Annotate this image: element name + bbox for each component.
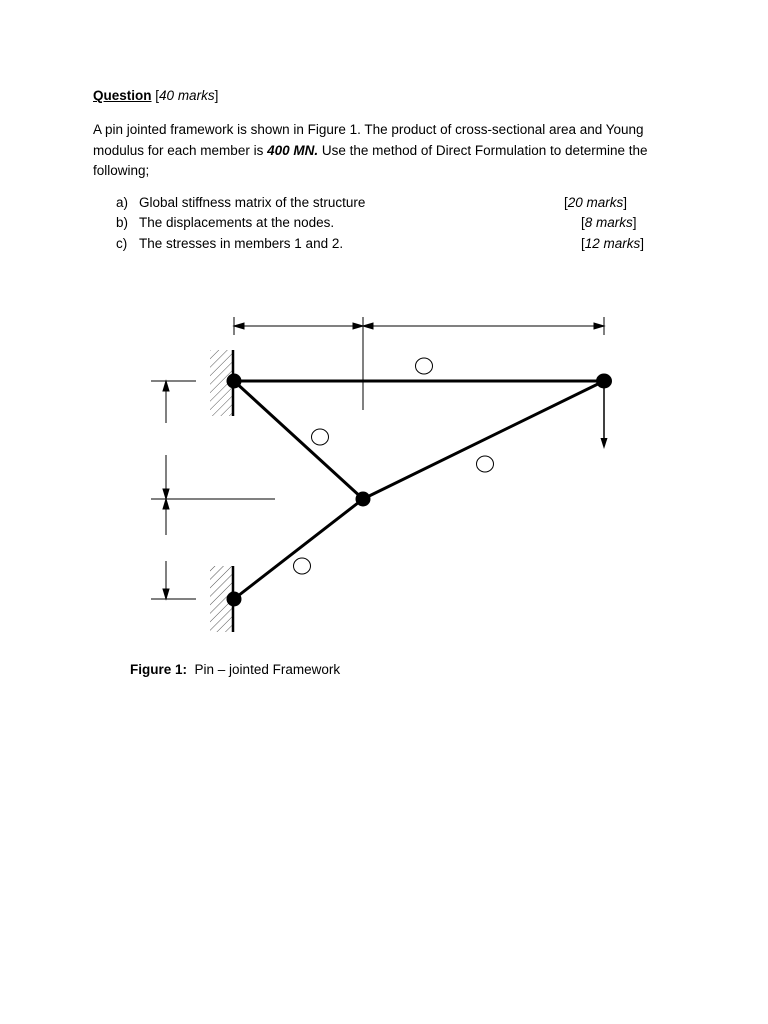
- member-long-diagonal: [363, 381, 604, 499]
- member-label-circle: [416, 358, 433, 374]
- member-upper-diagonal: [234, 381, 363, 499]
- member-number-circles: [294, 358, 494, 574]
- question-intro: A pin jointed framework is shown in Figure 1. The product of cross-sectional area and Young modulus for each member is 400 MN. Use the method of Direct Formulation to determine the following;: [93, 122, 648, 178]
- task-marks: [12 marks]: [581, 236, 645, 251]
- node-bottom-left: [227, 592, 242, 607]
- member-label-circle: [477, 456, 494, 472]
- node-top-left: [227, 374, 242, 389]
- member-lower-diagonal: [234, 499, 363, 599]
- figure-caption: [130, 662, 340, 677]
- member-label-circle: [312, 429, 329, 445]
- figure-caption-text: Pin – jointed Framework: [194, 662, 341, 677]
- framework-nodes: [227, 374, 613, 607]
- member-label-circle: [294, 558, 311, 574]
- ea-value: 400 MN.: [267, 142, 319, 158]
- node-middle: [356, 492, 371, 507]
- task-marks: [20 marks]: [564, 195, 628, 210]
- load-arrow: [601, 381, 608, 449]
- question-marks: [40 marks]: [155, 88, 219, 103]
- task-marks: [8 marks]: [581, 215, 637, 230]
- figure-caption-label: Figure 1:: [130, 662, 188, 677]
- framework-members: [234, 381, 604, 599]
- question-title: Question: [93, 88, 152, 103]
- node-top-right: [596, 374, 612, 389]
